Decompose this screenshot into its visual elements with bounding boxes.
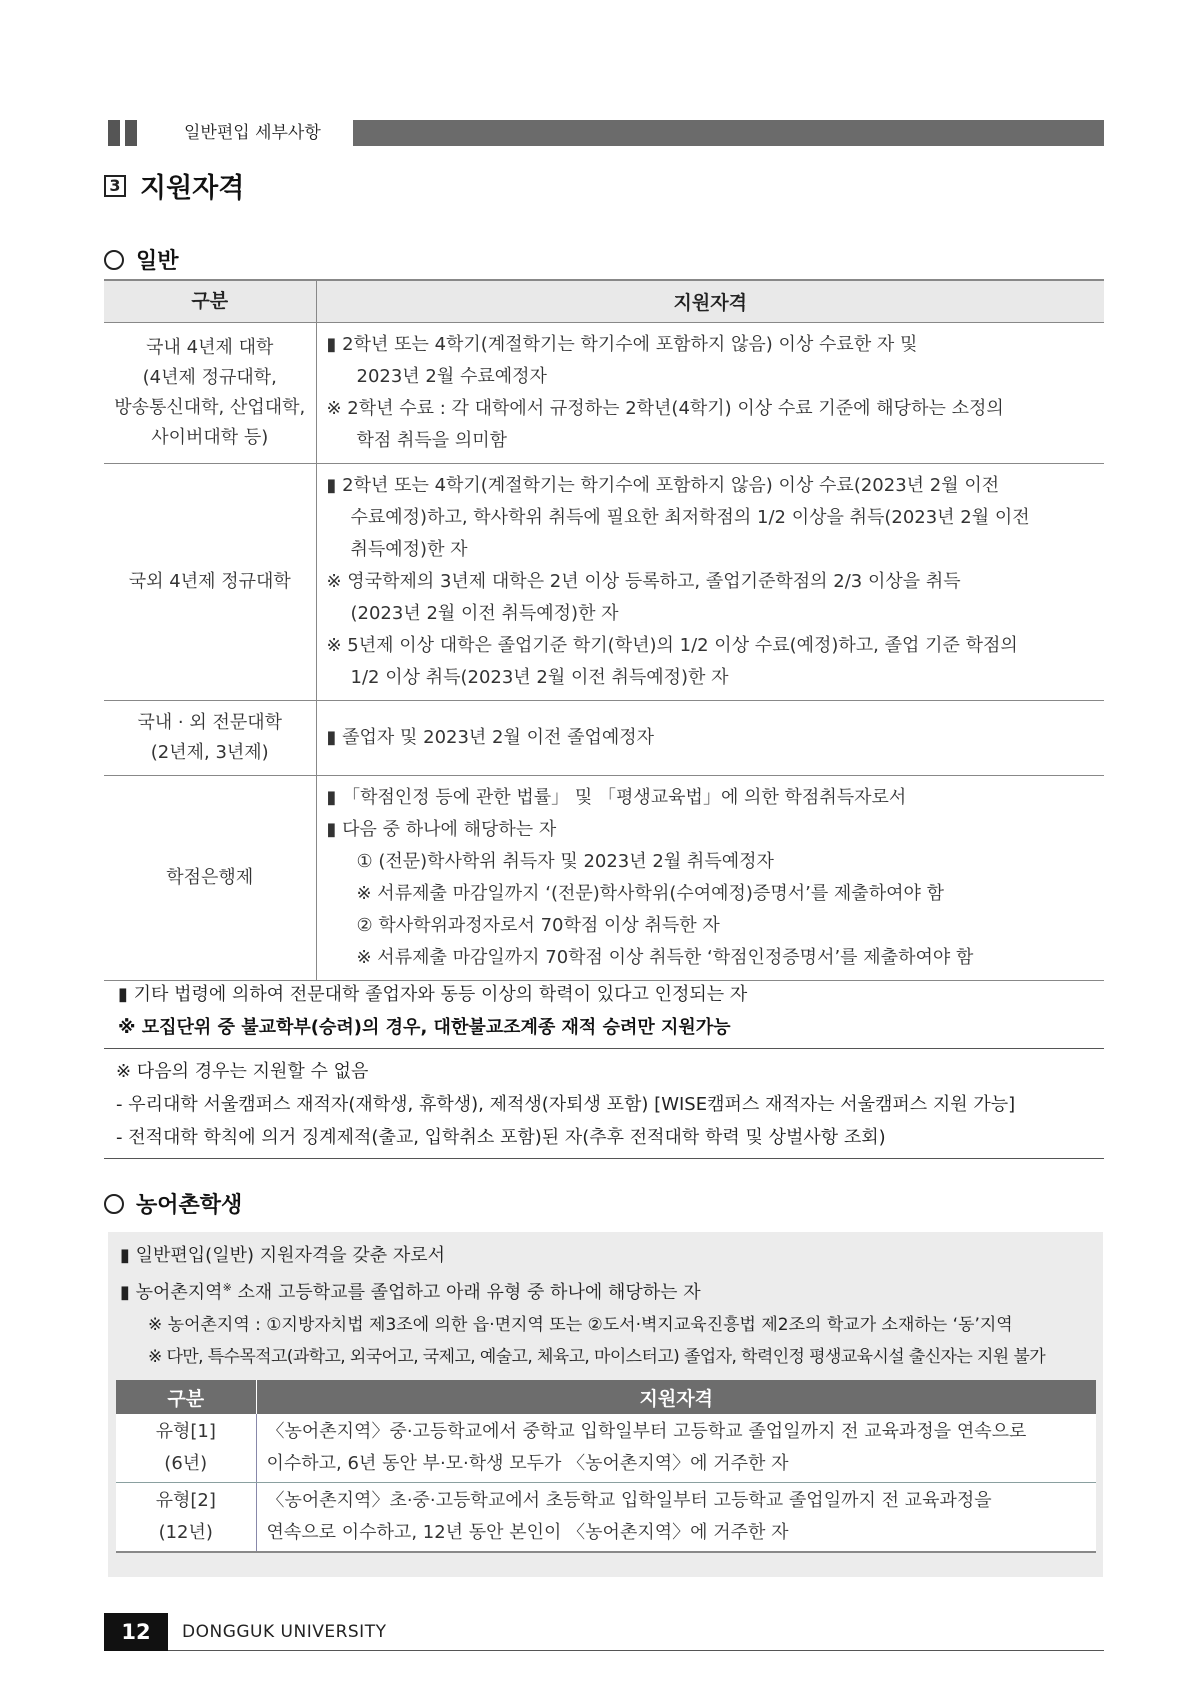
exclusion-line: - 전적대학 학칙에 의거 징계제적(출교, 입학취소 포함)된 자(추후 전적대학 학력 및 상벌사항 조회) [116,1127,886,1148]
notes-block [104,978,1104,1049]
qualification-line: 연속으로 이수하고, 12년 동안 본인이 〈농어촌지역〉에 거주한 자 [266,1522,789,1543]
type-line: (12년) [158,1522,213,1543]
page-number: 12 [104,1613,168,1651]
row-category [104,322,316,463]
category-line: 국외 4년제 정규대학 [128,570,291,592]
qualification-line: ※ 5년제 이상 대학은 졸업기준 학기(학년)의 1/2 이상 수료(예정)하고, 졸업 기준 학점의 [326,634,1018,656]
category-line: (2년제, 3년제) [150,741,269,763]
type-line: 유형[2] [155,1490,216,1511]
qualification-line: ▮ 다음 중 하나에 해당하는 자 [326,818,557,840]
circle-icon [104,1194,124,1214]
table-header-qualification: 지원자격 [256,1380,1096,1414]
rural-note: ※ 농어촌지역 : ①지방자치법 제3조에 의한 읍·면지역 또는 ②도서·벽지교육진흥법 제2조의 학교가 소재하는 ‘동’지역 [148,1315,1013,1335]
rural-note: ※ 다만, 특수목적고(과학고, 외국어고, 국제고, 예술고, 체육고, 마이스터고) 졸업자, 학력인정 평생교육시설 출신자는 지원 불가 [148,1347,1046,1367]
row-type [116,1414,256,1483]
qualification-line: ▮ 졸업자 및 2023년 2월 이전 졸업예정자 [326,726,655,748]
qualification-line: ※ 서류제출 마감일까지 ‘(전문)학사학위(수여예정)증명서’를 제출하여야 함 [356,882,944,904]
category-line: 국내 · 외 전문대학 [137,711,283,733]
section-number: 3 [104,175,126,197]
exclusion-line: ※ 다음의 경우는 지원할 수 없음 [116,1061,369,1082]
header-block [125,120,137,146]
rural-table [116,1380,1096,1553]
header-block [108,120,120,146]
table-header-category: 구분 [104,280,316,322]
type-line: 유형[1] [155,1421,216,1442]
qualification-line: ※ 영국학제의 3년제 대학은 2년 이상 등록하고, 졸업기준학점의 2/3 이상을 취득 [326,570,961,592]
row-qualification [316,700,1104,775]
table-header-type: 구분 [116,1380,256,1414]
table-row [104,322,1104,463]
qualification-line: ② 학사학위과정자로서 70학점 이상 취득한 자 [356,914,720,936]
category-line: 학점은행제 [166,866,254,888]
subheading-general [104,244,179,275]
row-qualification [316,463,1104,700]
row-qualification [256,1414,1096,1483]
qualification-line: ※ 서류제출 마감일까지 70학점 이상 취득한 ‘학점인정증명서’를 제출하여야 함 [356,946,974,968]
qualification-line: 이수하고, 6년 동안 부·모·학생 모두가 〈농어촌지역〉에 거주한 자 [266,1453,789,1474]
extra-notes [104,978,1104,1159]
exclusion-line: - 우리대학 서울캠퍼스 재적자(재학생, 휴학생), 제적생(자퇴생 포함) [WISE캠퍼스 재적자는 서울캠퍼스 지원 가능] [116,1094,1016,1115]
header-fill [353,120,1104,146]
qualification-line: (2023년 2월 이전 취득예정)한 자 [350,602,619,624]
qualification-line: ▮ 2학년 또는 4학기(계절학기는 학기수에 포함하지 않음) 이상 수료한 자 및 [326,333,918,355]
type-line: (6년) [164,1453,208,1474]
rural-line: ▮ 일반편입(일반) 지원자격을 갖춘 자로서 [120,1245,446,1266]
category-line: 사이버대학 등) [151,426,269,448]
header-label: 일반편입 세부사항 [142,120,347,146]
row-qualification [256,1483,1096,1553]
general-table [104,279,1104,981]
row-category [104,463,316,700]
row-qualification [316,322,1104,463]
rural-line-part: ▮ 농어촌지역 [120,1282,223,1303]
table-row [116,1483,1096,1553]
subheading-general-title: 일반 [136,249,179,274]
category-line: 방송통신대학, 산업대학, [114,396,306,418]
row-category [104,700,316,775]
qualification-line: 취득예정)한 자 [350,538,468,560]
category-line: (4년제 정규대학, [142,366,277,388]
university-name: DONGGUK UNIVERSITY [182,1621,387,1642]
table-row [116,1414,1096,1483]
row-qualification [316,775,1104,980]
category-line: 국내 4년제 대학 [146,336,274,358]
note-mark: ※ [222,1281,232,1294]
qualification-line: 〈농어촌지역〉초·중·고등학교에서 초등학교 입학일부터 고등학교 졸업일까지 전 교육과정을 [266,1490,992,1511]
subheading-rural [104,1188,242,1219]
row-category [104,775,316,980]
qualification-line: ▮ 2학년 또는 4학기(계절학기는 학기수에 포함하지 않음) 이상 수료(2023년 2월 이전 [326,474,1000,496]
table-header-qualification: 지원자격 [316,280,1104,322]
table-header-row [104,280,1104,322]
table-row [104,700,1104,775]
qualification-line: ① (전문)학사학위 취득자 및 2023년 2월 취득예정자 [356,850,774,872]
qualification-line: 수료예정)하고, 학사학위 취득에 필요한 최저학점의 1/2 이상을 취득(2023년 2월 이전 [350,506,1030,528]
table-header-row [116,1380,1096,1414]
qualification-line: 1/2 이상 취득(2023년 2월 이전 취득예정)한 자 [350,666,729,688]
page-title: 지원자격 [140,173,245,204]
circle-icon [104,250,124,270]
qualification-line: ※ 2학년 수료 : 각 대학에서 규정하는 2학년(4학기) 이상 수료 기준에 해당하는 소정의 [326,397,1004,419]
qualification-line: ▮ 「학점인정 등에 관한 법률」 및 「평생교육법」에 의한 학점취득자로서 [326,786,907,808]
subheading-rural-title: 농어촌학생 [136,1193,243,1218]
row-type [116,1483,256,1553]
exclusions-block [104,1049,1104,1159]
header-bar [108,120,1104,146]
section-title [104,166,244,205]
table-row [104,463,1104,700]
footer [104,1613,1104,1651]
qualification-line: 〈농어촌지역〉중·고등학교에서 중학교 입학일부터 고등학교 졸업일까지 전 교육과정을 연속으로 [266,1421,1027,1442]
qualification-line: 학점 취득을 의미함 [356,429,508,451]
note-other: ▮ 기타 법령에 의하여 전문대학 졸업자와 동등 이상의 학력이 있다고 인정되는 자 [118,984,748,1005]
note-buddhist: ※ 모집단위 중 불교학부(승려)의 경우, 대한불교조계종 재적 승려만 지원가능 [118,1017,731,1038]
table-row [104,775,1104,980]
rural-line [108,1272,1103,1309]
rural-line-part: 소재 고등학교를 졸업하고 아래 유형 중 하나에 해당하는 자 [231,1282,701,1303]
qualification-line: 2023년 2월 수료예정자 [356,365,547,387]
